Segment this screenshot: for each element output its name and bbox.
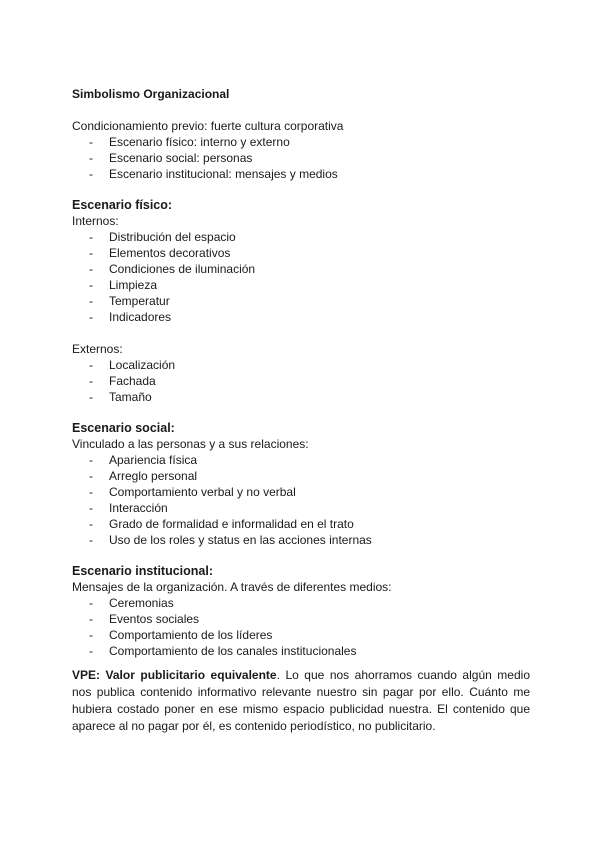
institucional-list [72,595,530,659]
list-item: - Tamaño [89,390,152,404]
vpe-body: . Lo que nos ahorramos cuando algún medio nos publica contenido informativo relevante nuestro sin pagar por ello. Cuánto me hubiera costado poner en ese mismo espacio publicidad nuestra. El contenido que aparece al no pagar por él, es contenido periodístico, no publicitario. [72,668,530,733]
dash-bullet: - [89,167,93,181]
dash-bullet: - [89,644,93,658]
dash-bullet: - [89,453,93,467]
dash-bullet: - [89,612,93,626]
internos-list [72,229,530,325]
list-item: - Elementos decorativos [89,246,231,260]
list-item: - Comportamiento verbal y no verbal [89,485,296,499]
list-item: - Escenario social: personas [89,151,253,165]
dash-bullet: - [89,533,93,547]
institucional-text: Mensajes de la organización. A través de diferentes medios: [72,580,392,594]
list-item: - Interacción [89,501,168,515]
list-item: - Uso de los roles y status en las acciones internas [89,533,372,547]
externos-list [72,357,530,405]
fisico-section [72,197,530,405]
dash-bullet: - [89,485,93,499]
list-item: - Escenario físico: interno y externo [89,135,290,149]
list-item: - Eventos sociales [89,612,200,626]
fisico-heading: Escenario físico: [72,198,173,212]
internos-label: Internos: [72,214,119,228]
list-item: - Apariencia física [89,453,198,467]
institucional-section [72,563,530,659]
list-item: - Comportamiento de los líderes [89,628,273,642]
dash-bullet: - [89,469,93,483]
social-text: Vinculado a las personas y a sus relaciones: [72,437,309,451]
vpe-term: VPE: Valor publicitario equivalente [72,668,277,682]
dash-bullet: - [89,151,93,165]
dash-bullet: - [89,628,93,642]
list-item: - Condiciones de iluminación [89,262,256,276]
dash-bullet: - [89,230,93,244]
dash-bullet: - [89,310,93,324]
document-page [72,86,530,735]
externos-label: Externos: [72,342,123,356]
list-item: - Grado de formalidad e informalidad en el trato [89,517,354,531]
document-title: Simbolismo Organizacional [72,87,230,101]
dash-bullet: - [89,246,93,260]
list-item: - Escenario institucional: mensajes y medios [89,167,338,181]
list-item: - Temperatur [89,294,170,308]
intro-text: Condicionamiento previo: fuerte cultura corporativa [72,119,344,133]
list-item: - Indicadores [89,310,172,324]
intro-section [72,118,530,182]
dash-bullet: - [89,294,93,308]
list-item: - Distribución del espacio [89,230,236,244]
list-item: - Arreglo personal [89,469,198,483]
dash-bullet: - [89,135,93,149]
intro-list [72,134,530,182]
dash-bullet: - [89,501,93,515]
dash-bullet: - [89,596,93,610]
list-item: - Ceremonias [89,596,174,610]
dash-bullet: - [89,278,93,292]
dash-bullet: - [89,358,93,372]
list-item: - Fachada [89,374,156,388]
dash-bullet: - [89,262,93,276]
vpe-paragraph [72,667,530,735]
list-item: - Limpieza [89,278,158,292]
list-item: - Comportamiento de los canales institucionales [89,644,357,658]
institucional-heading: Escenario institucional: [72,564,214,578]
dash-bullet: - [89,517,93,531]
dash-bullet: - [89,374,93,388]
dash-bullet: - [89,390,93,404]
list-item: - Localización [89,358,176,372]
social-section [72,420,530,548]
social-list [72,452,530,548]
social-heading: Escenario social: [72,421,175,435]
